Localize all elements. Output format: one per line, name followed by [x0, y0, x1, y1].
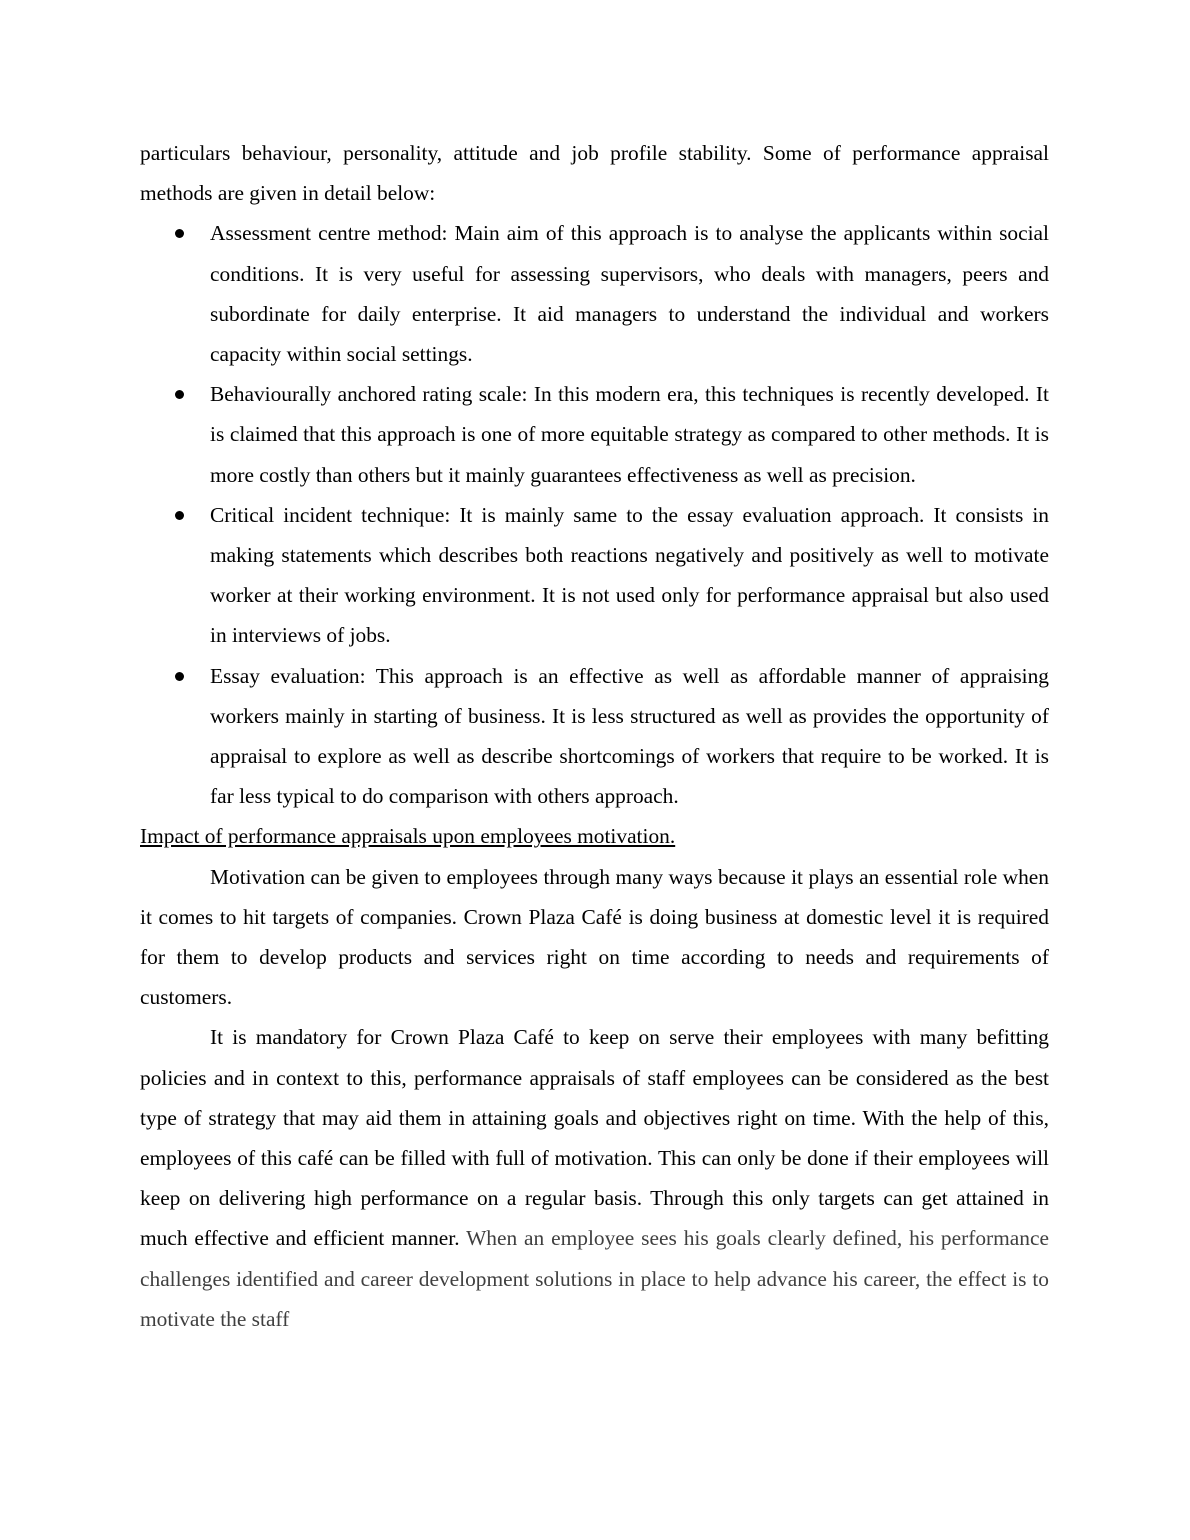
list-item-text: Assessment centre method: Main aim of this approach is to analyse the applicants within social conditions. It is very useful for assessing supervisors, who deals with managers, peers and subordinate for daily enterprise. It aid managers to understand the individual and workers capacity within social settings. — [210, 221, 1049, 367]
motivation-paragraph: Motivation can be given to employees through many ways because it plays an essential role when it comes to hit targets of companies. Crown Plaza Café is doing business at domestic level it is required for them to develop products and services right on time according to needs and requirements of customers. — [140, 864, 1049, 1010]
policies-paragraph-main: It is mandatory for Crown Plaza Café to keep on serve their employees with many befitting policies and in context to this, performance appraisals of staff employees can be considered as the best type of strategy that may aid them in attaining goals and objectives right on time. With the help of this, employees of this café can be filled with full of motivation. This can only be done if their employees will keep on delivering high performance on a regular basis. Through this only targets can get attained in much effective and efficient manner. — [140, 1025, 1049, 1251]
intro-paragraph: particulars behaviour, personality, attitude and job profile stability. Some of performance appraisal methods are given in detail below: — [140, 141, 1049, 206]
appraisal-methods-list — [140, 213, 1049, 816]
list-item — [140, 656, 1049, 817]
list-item-text: Essay evaluation: This approach is an effective as well as affordable manner of appraising workers mainly in starting of business. It is less structured as well as provides the opportunity of appraisal to explore as well as describe shortcomings of workers that require to be worked. It is far less typical to do comparison with others approach. — [210, 663, 1049, 809]
document-page — [140, 133, 1049, 1339]
section-heading: Impact of performance appraisals upon employees motivation. — [140, 824, 676, 849]
bullet-icon — [175, 390, 184, 399]
list-item-text: Behaviourally anchored rating scale: In this modern era, this techniques is recently developed. It is claimed that this approach is one of more equitable strategy as compared to other methods. It is more costly than others but it mainly guarantees effectiveness as well as precision. — [210, 382, 1049, 487]
list-item — [140, 495, 1049, 656]
list-item — [140, 374, 1049, 495]
list-item-text: Critical incident technique: It is mainly same to the essay evaluation approach. It consists in making statements which describes both reactions negatively and positively as well to motivate worker at their working environment. It is not used only for performance appraisal but also used in interviews of jobs. — [210, 502, 1049, 648]
policies-paragraph — [140, 1017, 1049, 1339]
bullet-icon — [175, 511, 184, 520]
bullet-icon — [175, 672, 184, 681]
policies-paragraph-tail: When an employee sees his goals clearly defined, his performance challenges identified and career development solutions in place to help advance his career, the effect is to motivate the staff — [140, 1226, 1049, 1331]
list-item — [140, 213, 1049, 374]
bullet-icon — [175, 229, 184, 238]
